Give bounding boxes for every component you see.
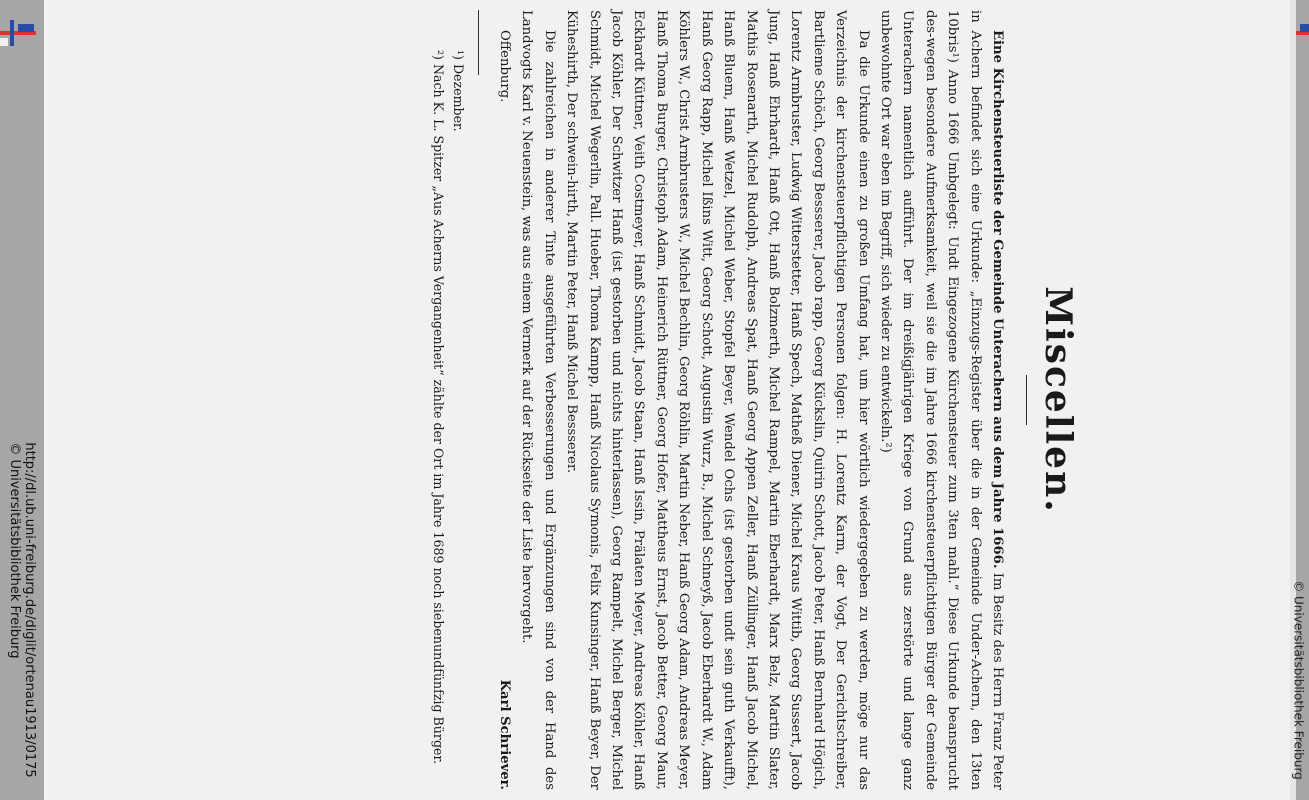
source-watermark	[7, 442, 37, 777]
signature-row	[493, 10, 515, 790]
rotated-page-content	[255, 10, 1085, 790]
signature-name: Karl Schriever.	[497, 679, 513, 790]
paragraph-corrections: Die zahlreichen in anderer Tinte ausgeführten Verbesserungen und Ergänzungen sind von der Hand des Landvogts Karl v. Neuenstein, was aus einem Vermerk auf der Rückseite der Liste hervorgeht.	[519, 10, 557, 790]
paragraph-intro-text: Im Besitz des Herrn Franz Peter in Achern befindet sich eine Urkunde: „Einzugs-Register über die in der Gemeinde Under-Achern, den 13ten 10bris¹) Anno 1666 Umbgelegt: Undt Eingezogene Kürchensteuer zum 3ten mahl.“ Diese Urkunde beansprucht des-wegen besondere Aufmerksamkeit, weil sie die im Jahre 1666 kirchensteuerpflichtigen Bürger der Gemeinde Unterachern namentlich aufführt. Der im dreißigjährigen Kriege von Grund aus zerstörte und lange ganz unbewohnte Ort war eben im Begriff, sich wieder zu entwickeln.²)	[877, 10, 1005, 790]
page-scan	[44, 0, 1296, 800]
article-heading: Eine Kirchensteuerliste der Gemeinde Unterachern aus dem Jahre 1666.	[990, 30, 1005, 569]
copyright-text: © Universitätsbibliothek Freiburg	[7, 442, 22, 659]
title-divider	[1026, 375, 1027, 425]
page-title: Miscellen.	[1037, 286, 1079, 514]
right-margin	[1292, 0, 1309, 800]
library-logo-icon	[0, 18, 36, 48]
signature-place: Offenburg.	[497, 30, 513, 103]
footnote-divider	[478, 10, 479, 75]
library-logo-right-icon	[1296, 18, 1309, 48]
footnote-1: ¹) Dezember.	[450, 50, 466, 132]
paragraph-intro	[874, 10, 1008, 790]
right-watermark: © Universitätsbibliothek Freiburg	[1292, 580, 1307, 780]
footnote-2: ²) Nach K. L. Spitzer „Aus Acherns Vergangenheit“ zählte der Ort im Jahre 1689 noch siebenundfünfzig Bürger.	[430, 50, 446, 765]
paragraph-list: Da die Urkunde einen zu großen Umfang hat, um hier wörtlich wiedergegeben zu werden, möge nur das Verzeichnis der kirchensteuerpflichtigen Personen folgen: H. Lorentz Karm, der Vogt, Der Gerichtschreiber, Bartlieme Schöch, Georg Bessserer, Jacob rapp, Georg Kückslin, Quirin Schott, Jacob Peter, Hanß Bernhard Högich, Lorentz Armbruster, Ludwig Witterstetter, Hanß Spech, Matheß Diener, Michel Kraus Wittib, Georg Sussert, Jacob Jung, Hanß Ehrhardt, Hanß Ott, Hanß Bolzmerth, Michel Rampel, Martin Eberhardt, Marx Belz, Martin Slater, Mathis Rosenarth, Michel Rudolph, Andreas Spat, Hanß Georg Appen Zeller, Hanß Züllinger, Hanß Jacob Michel, Hanß Bluem, Hanß Wetzel, Michel Weber, Stopfel Beyer, Wendel Ochs (ist gestorben undt sein guth Verkaufft), Hanß Georg Rapp, Michel Ißins Witt, Georg Schott, Augustin Wurz, B., Michel Schneyß, Jacob Eberhardt W., Adam Köhlers W., Christ Armbrusters W., Michel Bechlin, Georg Röhlin, Martin Neber, Hanß Georg Adam, Andreas Meyer, Hanß Thoma Burger, Christoph Adam, Heinerich Rüttner, Georg Hofer, Mattheus Ernst, Jacob Better, Georg Maur, Eckhardt Küttner, Veith Costmeyer, Hanß Schmidt, Jacob Staan, Hanß Issin, Prälaten Meyer, Andreas Köhler, Hanß Jacob Köhler, Der Schwitzer Hanß (ist gestorben und nichts hinterlassen), Georg Rampelt, Michel Berger, Michel Schmidt, Michel Wegerlin, Pall. Hueber, Thoma Kampp, Hanß Nicolaus Symonis, Felix Kunsinger, Hanß Beyer, Der Küheshirth, Der schwein-hirth, Martin Peter, Hanß Michel Bessserer.	[564, 10, 871, 790]
left-margin	[0, 0, 44, 800]
source-url-text: http://dl.ub.uni-freiburg.de/diglit/ortenau1913/0175	[22, 442, 37, 778]
